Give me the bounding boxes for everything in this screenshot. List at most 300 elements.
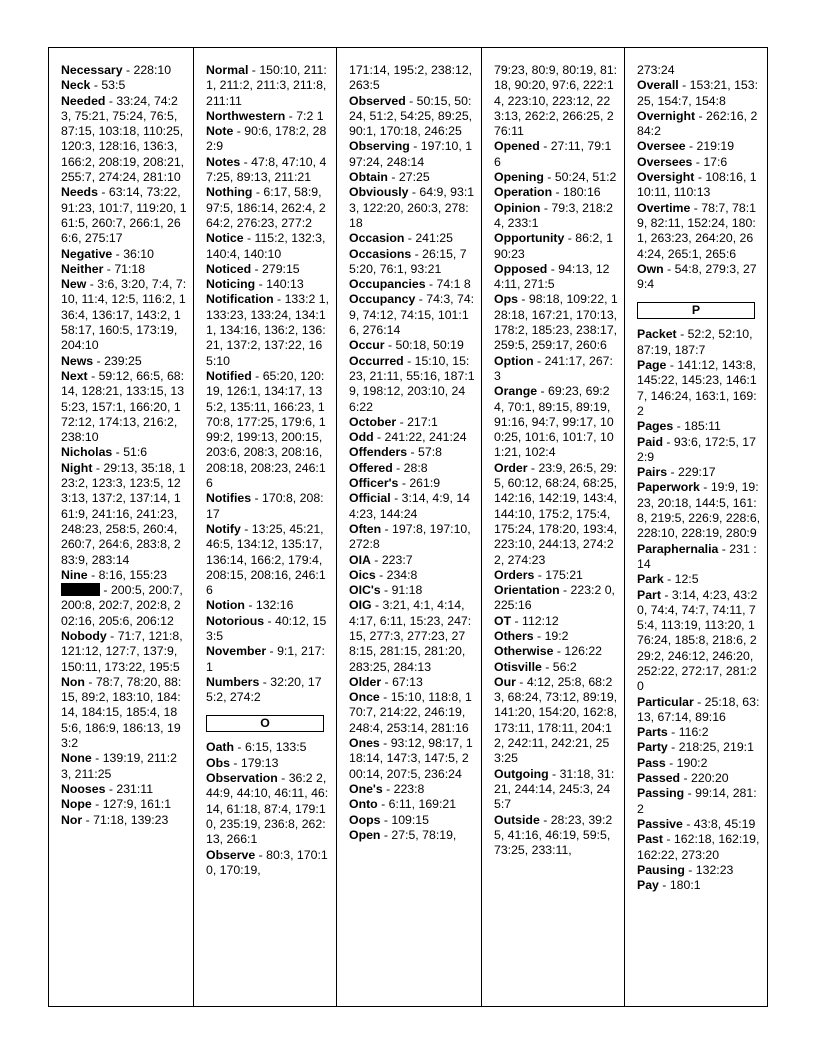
index-term: Nooses bbox=[61, 781, 106, 796]
page-line-refs: 27:5, 78:19, bbox=[391, 827, 457, 842]
index-entry: Notifies - 170:8, 208:17 bbox=[206, 491, 324, 521]
index-column-2 bbox=[193, 48, 336, 1006]
index-entry: Pausing - 132:23 bbox=[637, 862, 734, 877]
index-entry: Opinion - 79:3, 218:24, 233:1 bbox=[494, 200, 613, 230]
index-entry: Nor - 71:18, 139:23 bbox=[61, 812, 169, 827]
index-entry: Offenders - 57:8 bbox=[349, 445, 442, 460]
page-line-refs: 220:20 bbox=[691, 771, 729, 786]
page-line-refs: 219:19 bbox=[696, 139, 735, 154]
index-entry bbox=[494, 63, 618, 139]
index-term: Orders bbox=[494, 567, 535, 582]
index-entry: Overtime - 78:7, 78:19, 82:11, 152:24, 180:1, 263:23, 264:20, 264:24, 265:1, 265:6 bbox=[637, 200, 756, 261]
index-term: Onto bbox=[349, 797, 378, 812]
index-term: Observed bbox=[349, 93, 406, 108]
page-line-refs: 133:2 1, 133:23, 133:24, 134:11, 134:16, 136:2, 136:21, 137:2, 137:22, 165:10 bbox=[206, 292, 330, 368]
index-term: Obs bbox=[206, 755, 230, 770]
index-term: Nor bbox=[61, 812, 83, 827]
page-line-refs: 197:10, 197:24, 248:14 bbox=[349, 139, 473, 169]
index-entry: Notes - 47:8, 47:10, 47:25, 89:13, 211:21 bbox=[206, 154, 327, 185]
index-term: Pay bbox=[637, 878, 659, 893]
index-entry: Nope - 127:9, 161:1 bbox=[61, 797, 172, 812]
page-line-refs: 91:18 bbox=[391, 583, 423, 598]
index-term: Nope bbox=[61, 797, 92, 812]
page-line-refs: 126:22 bbox=[564, 644, 603, 659]
index-term: OIA bbox=[349, 552, 371, 567]
index-entry: Night - 29:13, 35:18, 123:2, 123:3, 123:5, 123:13, 137:2, 137:14, 161:9, 241:16, 241:23, 248:23, 258:5, 260:4, 260:7, 264:6, 283:8, 283:9, 283:14 bbox=[61, 460, 186, 567]
page-line-refs: 162:18, 162:19, 162:22, 273:20 bbox=[637, 832, 760, 862]
index-term: Observation bbox=[206, 771, 278, 786]
index-entry: Notion - 132:16 bbox=[206, 598, 294, 613]
index-entry: Notification - 133:2 1, 133:23, 133:24, 134:11, 134:16, 136:2, 136:21, 137:2, 137:22, 165:10 bbox=[206, 292, 330, 368]
index-term: Nicholas bbox=[61, 445, 113, 460]
index-term: Paperwork bbox=[637, 480, 700, 495]
index-term: Notification bbox=[206, 292, 274, 307]
index-term: Non bbox=[61, 674, 85, 689]
index-entry: Option - 241:17, 267:3 bbox=[494, 353, 613, 383]
index-term: One's bbox=[349, 781, 383, 796]
index-term: Passing bbox=[637, 786, 685, 801]
index-term: October bbox=[349, 414, 397, 429]
page-line-refs: 78:7, 78:19, 82:11, 152:24, 180:1, 263:23, 264:20, 264:24, 265:1, 265:6 bbox=[637, 200, 756, 261]
page-line-refs: 43:8, 45:19 bbox=[693, 816, 756, 831]
page-line-refs: 23:9, 26:5, 29:5, 60:12, 68:24, 68:25, 142:16, 142:19, 143:4, 144:10, 175:2, 175:4, 175:24, 178:20, 193:4, 223:10, 244:13, 274:22, 274:23 bbox=[494, 460, 618, 567]
page-line-refs: 231:11 bbox=[116, 781, 154, 796]
index-entry: Obtain - 27:25 bbox=[349, 170, 430, 185]
page-line-refs: 3:14, 4:9, 144:23, 144:24 bbox=[349, 491, 470, 521]
index-entry: OIG - 3:21, 4:1, 4:14, 4:17, 6:11, 15:23, 247:15, 277:3, 277:23, 278:15, 281:15, 281:20, 283:25, 284:13 bbox=[349, 598, 472, 674]
index-term: Observe bbox=[206, 847, 256, 862]
page-line-refs: 98:18, 109:22, 128:18, 167:21, 170:13, 178:2, 185:23, 238:17, 259:5, 259:17, 260:6 bbox=[494, 292, 618, 353]
index-entry: Notice - 115:2, 132:3, 140:4, 140:10 bbox=[206, 231, 326, 261]
page-line-refs: 4:12, 25:8, 68:23, 68:24, 73:12, 89:19, 141:20, 154:20, 162:8, 173:11, 178:11, 204:12, 242:11, 242:21, 253:25 bbox=[494, 674, 618, 766]
index-entry: Obviously - 64:9, 93:13, 122:20, 260:3, 278:18 bbox=[349, 185, 475, 230]
index-term: Past bbox=[637, 832, 663, 847]
index-entry: Occur - 50:18, 50:19 bbox=[349, 338, 464, 353]
index-term: Oath bbox=[206, 740, 235, 755]
index-term: Occasion bbox=[349, 231, 405, 246]
index-term: Offenders bbox=[349, 445, 408, 460]
index-term: Numbers bbox=[206, 674, 260, 689]
index-entry: Onto - 6:11, 169:21 bbox=[349, 797, 457, 812]
index-term: Notified bbox=[206, 368, 252, 383]
index-entry: Northwestern - 7:2 1 bbox=[206, 108, 324, 123]
index-column-1 bbox=[49, 48, 193, 1006]
index-entry: Noticing - 140:13 bbox=[206, 277, 304, 292]
index-term: Opinion bbox=[494, 200, 541, 215]
index-entry: Parts - 116:2 bbox=[637, 725, 709, 740]
index-entry: Part - 3:14, 4:23, 43:20, 74:4, 74:7, 74:11, 75:4, 113:19, 113:20, 176:24, 185:8, 218:6, 229:2, 246:12, 246:20, 252:22, 272:17, 281:20 bbox=[637, 587, 758, 694]
index-term: OT bbox=[494, 613, 512, 628]
page-line-refs: 241:17, 267:3 bbox=[494, 353, 613, 383]
page-line-refs: 6:17, 58:9, 97:5, 186:14, 262:4, 264:2, 276:23, 277:2 bbox=[206, 185, 326, 230]
page-line-refs: 27:25 bbox=[398, 170, 430, 185]
page-line-refs: 56:2 bbox=[552, 659, 577, 674]
page-line-refs: 273:24 bbox=[637, 63, 675, 77]
page-line-refs: 19:2 bbox=[544, 628, 569, 643]
page-line-refs: 31:18, 31:21, 244:14, 245:3, 245:7 bbox=[494, 766, 615, 812]
index-entry: Oversees - 17:6 bbox=[637, 154, 728, 169]
page-line-refs: 53:5 bbox=[101, 78, 126, 93]
index-entry: Passed - 220:20 bbox=[637, 771, 729, 786]
index-term: Open bbox=[349, 827, 381, 842]
index-entry: Passing - 99:14, 281:2 bbox=[637, 786, 757, 816]
page-line-refs: 13:25, 45:21, 46:5, 134:12, 135:17, 136:14, 166:2, 179:4, 208:15, 208:16, 246:16 bbox=[206, 521, 326, 598]
page-line-refs: 132:16 bbox=[255, 598, 294, 613]
page-line-refs: 231 :14 bbox=[637, 541, 757, 571]
index-term: Occurred bbox=[349, 353, 404, 368]
index-entry: Oversee - 219:19 bbox=[637, 139, 735, 154]
page-line-refs: 223:7 bbox=[381, 552, 413, 567]
index-entry: Often - 197:8, 197:10, 272:8 bbox=[349, 521, 471, 552]
index-term: Occupancy bbox=[349, 292, 416, 307]
index-term: Needs bbox=[61, 185, 98, 200]
index-term: Oversees bbox=[637, 154, 693, 169]
page-line-refs: 74:3, 74:9, 74:12, 74:15, 101:16, 276:14 bbox=[349, 292, 475, 338]
index-term: Page bbox=[637, 358, 667, 373]
index-term: OIC's bbox=[349, 583, 381, 598]
index-entry: Nobody - 71:7, 121:8, 121:12, 127:7, 137:9, 150:11, 173:22, 195:5 bbox=[61, 628, 183, 674]
page-line-refs: 109:15 bbox=[391, 812, 429, 827]
index-term: Pass bbox=[637, 755, 666, 770]
index-term: Opened bbox=[494, 139, 540, 154]
index-entry: Offered - 28:8 bbox=[349, 460, 428, 475]
index-term: Order bbox=[494, 460, 528, 475]
index-term: Pausing bbox=[637, 862, 685, 877]
index-entry: Notify - 13:25, 45:21, 46:5, 134:12, 135:17, 136:14, 166:2, 179:4, 208:15, 208:16, 246:16 bbox=[206, 521, 326, 598]
index-entry: Pairs - 229:17 bbox=[637, 465, 716, 480]
index-entry: Paid - 93:6, 172:5, 172:9 bbox=[637, 434, 756, 464]
page-line-refs: 78:7, 78:20, 88:15, 89:2, 183:10, 184:14, 184:15, 185:4, 185:6, 186:9, 186:13, 193:2 bbox=[61, 674, 182, 751]
page-line-refs: 67:13 bbox=[392, 674, 423, 689]
index-entry: Next - 59:12, 66:5, 68:14, 128:21, 133:15, 135:23, 157:1, 166:20, 172:12, 174:13, 216:2, 238:10 bbox=[61, 368, 185, 445]
index-entry: Necessary - 228:10 bbox=[61, 63, 172, 77]
page-line-refs: 261:9 bbox=[409, 476, 441, 491]
index-entry: Opportunity - 86:2, 190:23 bbox=[494, 231, 613, 261]
index-term: Notorious bbox=[206, 613, 265, 628]
index-term: Packet bbox=[637, 327, 677, 342]
index-entry: Oversight - 108:16, 110:11, 110:13 bbox=[637, 170, 757, 200]
index-term: Ones bbox=[349, 736, 380, 751]
index-term: New bbox=[61, 277, 87, 292]
index-entry: Notorious - 40:12, 153:5 bbox=[206, 613, 327, 643]
page-line-refs: 127:9, 161:1 bbox=[102, 797, 172, 812]
page-line-refs: 40:12, 153:5 bbox=[206, 613, 327, 643]
index-term: Own bbox=[637, 261, 664, 276]
index-entry: Packet - 52:2, 52:10, 87:19, 187:7 bbox=[637, 327, 753, 357]
index-entry: Overnight - 262:16, 284:2 bbox=[637, 108, 758, 139]
index-entry: Normal - 150:10, 211:1, 211:2, 211:3, 211:8, 211:11 bbox=[206, 63, 327, 108]
index-term: Nobody bbox=[61, 628, 107, 643]
index-term: Normal bbox=[206, 63, 249, 77]
page-line-refs: 6:15, 133:5 bbox=[244, 740, 307, 755]
index-entry: OIC's - 91:18 bbox=[349, 583, 423, 598]
index-entry: Others - 19:2 bbox=[494, 628, 569, 643]
page-line-refs: 229:17 bbox=[678, 465, 716, 480]
index-entry: Observation - 36:2 2, 44:9, 44:10, 46:11, 46:14, 61:18, 87:4, 179:10, 235:19, 236:8, 262:13, 266:1 bbox=[206, 771, 329, 847]
index-term: Oics bbox=[349, 567, 376, 582]
page-line-refs: 200:5, 200:7, 200:8, 202:7, 202:8, 202:16, 205:6, 206:12 bbox=[61, 583, 183, 628]
page-line-refs: 115:2, 132:3, 140:4, 140:10 bbox=[206, 231, 326, 261]
page-line-refs: 50:18, 50:19 bbox=[395, 338, 464, 353]
index-term: Northwestern bbox=[206, 108, 286, 123]
index-entry bbox=[349, 63, 475, 94]
index-term: Pages bbox=[637, 419, 674, 434]
page-line-refs: 239:25 bbox=[104, 353, 142, 368]
index-entry: Observed - 50:15, 50:24, 51:2, 54:25, 89:25, 90:1, 170:18, 246:25 bbox=[349, 93, 473, 139]
index-entry: Otisville - 56:2 bbox=[494, 659, 577, 674]
index-entry: Observe - 80:3, 170:10, 170:19, bbox=[206, 847, 328, 877]
index-term: Overtime bbox=[637, 200, 691, 215]
page-line-refs: 15:10, 118:8, 170:7, 214:22, 246:19, 248:4, 253:14, 281:16 bbox=[349, 690, 472, 735]
page-line-refs: 90:6, 178:2, 282:9 bbox=[206, 124, 327, 154]
index-term: Occupancies bbox=[349, 277, 426, 292]
index-term: Otherwise bbox=[494, 644, 554, 659]
index-term: Once bbox=[349, 690, 380, 705]
index-entry: Noticed - 279:15 bbox=[206, 261, 300, 276]
index-entry: OIA - 223:7 bbox=[349, 552, 413, 567]
index-entry: Nine - 8:16, 155:23 bbox=[61, 567, 167, 582]
index-entry: Outside - 28:23, 39:25, 41:16, 46:19, 59:5, 73:25, 233:11, bbox=[494, 812, 613, 858]
page-line-refs: 64:9, 93:13, 122:20, 260:3, 278:18 bbox=[349, 185, 475, 230]
index-entry: Notified - 65:20, 120:19, 126:1, 134:17, 135:2, 135:11, 166:23, 170:8, 177:25, 179:6, 199:2, 199:13, 200:15, 203:6, 208:3, 208:16, 208:18, 208:23, 246:16 bbox=[206, 368, 326, 491]
page-line-refs: 175:21 bbox=[545, 567, 583, 582]
page-line-refs: 86:2, 190:23 bbox=[494, 231, 613, 261]
index-entry: Past - 162:18, 162:19, 162:22, 273:20 bbox=[637, 832, 760, 862]
page-line-refs: 17:6 bbox=[703, 154, 728, 169]
page-line-refs: 218:25, 219:1 bbox=[678, 740, 754, 755]
index-term: Odd bbox=[349, 430, 374, 445]
index-page-frame bbox=[48, 47, 768, 1007]
index-entry: Needs - 63:14, 73:22, 91:23, 101:7, 119:20, 161:5, 260:7, 266:1, 266:6, 275:17 bbox=[61, 185, 187, 246]
index-term: Neck bbox=[61, 78, 91, 93]
index-term: Notes bbox=[206, 154, 241, 169]
index-term: Oversight bbox=[637, 170, 695, 185]
page-line-refs: 36:2 2, 44:9, 44:10, 46:11, 46:14, 61:18, 87:4, 179:10, 235:19, 236:8, 262:13, 266:1 bbox=[206, 771, 329, 847]
index-entry: Oath - 6:15, 133:5 bbox=[206, 740, 307, 755]
index-entry: Particular - 25:18, 63:13, 67:14, 89:16 bbox=[637, 694, 760, 724]
index-entry: Party - 218:25, 219:1 bbox=[637, 740, 754, 755]
page-line-refs: 234:8 bbox=[386, 567, 418, 582]
index-entry: Paperwork - 19:9, 19:23, 20:18, 144:5, 161:8, 219:5, 226:9, 228:6, 228:10, 228:19, 280:9 bbox=[637, 480, 761, 541]
index-entry: Operation - 180:16 bbox=[494, 185, 601, 200]
index-term: Paid bbox=[637, 434, 663, 449]
index-entry: Pay - 180:1 bbox=[637, 878, 701, 893]
index-term: Observing bbox=[349, 139, 410, 154]
page-line-refs: 50:24, 51:2 bbox=[554, 170, 617, 185]
page-line-refs: 51:6 bbox=[123, 445, 148, 460]
index-term: Occur bbox=[349, 338, 385, 353]
index-entry: Occupancies - 74:1 8 bbox=[349, 277, 471, 292]
index-term: Notifies bbox=[206, 491, 252, 506]
index-entry: Opening - 50:24, 51:2 bbox=[494, 170, 617, 185]
index-term: Outgoing bbox=[494, 766, 549, 781]
index-entry: Note - 90:6, 178:2, 282:9 bbox=[206, 124, 327, 154]
page-line-refs: 63:14, 73:22, 91:23, 101:7, 119:20, 161:5, 260:7, 266:1, 266:6, 275:17 bbox=[61, 185, 187, 246]
index-term: Otisville bbox=[494, 659, 542, 674]
index-term: Negative bbox=[61, 246, 113, 261]
index-term: Night bbox=[61, 460, 93, 475]
index-term: Nine bbox=[61, 567, 88, 582]
index-entry: Obs - 179:13 bbox=[206, 755, 279, 770]
index-entry: Park - 12:5 bbox=[637, 572, 699, 587]
index-entry: Orientation - 223:2 0, 225:16 bbox=[494, 583, 615, 613]
page-line-refs: 71:18, 139:23 bbox=[93, 812, 169, 827]
page-line-refs: 6:11, 169:21 bbox=[388, 797, 457, 812]
section-header: P bbox=[637, 302, 755, 319]
index-term: Neither bbox=[61, 261, 104, 276]
index-entry: Nooses - 231:11 bbox=[61, 781, 154, 796]
index-entry: Neck - 53:5 bbox=[61, 78, 126, 93]
page-line-refs: 228:10 bbox=[133, 63, 172, 77]
index-entry: Numbers - 32:20, 175:2, 274:2 bbox=[206, 674, 322, 705]
page-line-refs: 36:10 bbox=[123, 246, 154, 261]
page-line-refs: 99:14, 281:2 bbox=[637, 786, 757, 816]
index-entry: Officer's - 261:9 bbox=[349, 476, 441, 491]
index-entry: Neither - 71:18 bbox=[61, 261, 146, 276]
index-entry: Ops - 98:18, 109:22, 128:18, 167:21, 170:13, 178:2, 185:23, 238:17, 259:5, 259:17, 260:6 bbox=[494, 292, 618, 353]
index-entry: Overall - 153:21, 153:25, 154:7, 154:8 bbox=[637, 78, 759, 108]
index-term: Often bbox=[349, 521, 382, 536]
index-term: Notify bbox=[206, 521, 241, 536]
index-column-5 bbox=[624, 48, 767, 1006]
index-entry: Ones - 93:12, 98:17, 118:14, 147:3, 147:5, 200:14, 207:5, 236:24 bbox=[349, 736, 473, 781]
index-term: Obtain bbox=[349, 170, 388, 185]
index-entry: Otherwise - 126:22 bbox=[494, 644, 603, 659]
page-line-refs: 28:23, 39:25, 41:16, 46:19, 59:5, 73:25, 233:11, bbox=[494, 812, 613, 858]
index-term: None bbox=[61, 751, 92, 766]
index-entry: Odd - 241:22, 241:24 bbox=[349, 430, 467, 445]
page-line-refs: 3:14, 4:23, 43:20, 74:4, 74:7, 74:11, 75:4, 113:19, 113:20, 176:24, 185:8, 218:6, 229:2, 246:12, 246:20, 252:22, 272:17, 281:20 bbox=[637, 587, 758, 694]
index-term: Note bbox=[206, 124, 234, 139]
page-line-refs: 80:3, 170:10, 170:19, bbox=[206, 847, 328, 877]
index-entry: Opened - 27:11, 79:16 bbox=[494, 139, 612, 169]
index-term: Official bbox=[349, 491, 391, 506]
index-entry: Nicholas - 51:6 bbox=[61, 445, 148, 460]
index-entry: New - 3:6, 3:20, 7:4, 7:10, 11:4, 12:5, 116:2, 136:4, 136:17, 143:2, 158:17, 160:5, 173:19, 204:10 bbox=[61, 277, 187, 353]
page-line-refs: 185:11 bbox=[684, 419, 721, 434]
index-term: News bbox=[61, 353, 94, 368]
index-term: Pairs bbox=[637, 465, 668, 480]
page-line-refs: 71:18 bbox=[114, 261, 146, 276]
page-line-refs: 279:15 bbox=[262, 261, 300, 276]
page-line-refs: 19:9, 19:23, 20:18, 144:5, 161:8, 219:5, 226:9, 228:6, 228:10, 228:19, 280:9 bbox=[637, 480, 761, 541]
page-line-refs: 94:13, 124:11, 271:5 bbox=[494, 261, 610, 292]
index-term: Next bbox=[61, 368, 88, 383]
index-term: Operation bbox=[494, 185, 553, 200]
index-entry: OT - 112:12 bbox=[494, 613, 559, 628]
index-entry: News - 239:25 bbox=[61, 353, 142, 368]
page-line-refs: 8:16, 155:23 bbox=[98, 567, 167, 582]
page-line-refs: 223:2 0, 225:16 bbox=[494, 583, 615, 613]
index-term: Parts bbox=[637, 725, 668, 740]
page-line-refs: 170:8, 208:17 bbox=[206, 491, 324, 521]
page-line-refs: 32:20, 175:2, 274:2 bbox=[206, 674, 322, 705]
index-term: Particular bbox=[637, 694, 694, 709]
index-term: Offered bbox=[349, 460, 393, 475]
index-term: OIG bbox=[349, 598, 372, 613]
page-line-refs: 223:8 bbox=[393, 781, 425, 796]
page-line-refs: 241:25 bbox=[415, 231, 453, 246]
index-term: Notice bbox=[206, 231, 244, 246]
index-term: Passive bbox=[637, 816, 683, 831]
index-entry: Once - 15:10, 118:8, 170:7, 214:22, 246:19, 248:4, 253:14, 281:16 bbox=[349, 690, 472, 735]
index-entry: Outgoing - 31:18, 31:21, 244:14, 245:3, 245:7 bbox=[494, 766, 615, 812]
page-line-refs: 93:6, 172:5, 172:9 bbox=[637, 434, 756, 464]
index-term: Nothing bbox=[206, 185, 253, 200]
page-line-refs: 9:1, 217:1 bbox=[206, 644, 325, 674]
index-term: Opposed bbox=[494, 261, 548, 276]
index-term: Park bbox=[637, 572, 664, 587]
index-entry: Older - 67:13 bbox=[349, 674, 423, 689]
index-term: November bbox=[206, 644, 267, 659]
page-line-refs: 139:19, 211:23, 211:25 bbox=[61, 751, 177, 781]
index-entry: Passive - 43:8, 45:19 bbox=[637, 816, 756, 831]
page-line-refs: 108:16, 110:11, 110:13 bbox=[637, 170, 757, 200]
index-term: Occasions bbox=[349, 246, 412, 261]
page-line-refs: 150:10, 211:1, 211:2, 211:3, 211:8, 211:11 bbox=[206, 63, 327, 108]
index-term: Orange bbox=[494, 384, 538, 399]
index-entry: Occurred - 15:10, 15:23, 21:11, 55:16, 187:19, 198:12, 203:10, 246:22 bbox=[349, 353, 475, 414]
index-column-4 bbox=[481, 48, 624, 1006]
index-entry: Orders - 175:21 bbox=[494, 567, 583, 582]
index-term: Obviously bbox=[349, 185, 409, 200]
page-line-refs: 171:14, 195:2, 238:12, 263:5 bbox=[349, 63, 473, 93]
page-line-refs: 153:21, 153:25, 154:7, 154:8 bbox=[637, 78, 759, 108]
page-line-refs: 179:13 bbox=[240, 755, 279, 770]
index-term: Needed bbox=[61, 93, 106, 108]
page-line-refs: 116:2 bbox=[678, 725, 709, 740]
page-line-refs: 112:12 bbox=[522, 613, 559, 628]
index-entry: Oics - 234:8 bbox=[349, 567, 418, 582]
index-entry bbox=[637, 63, 761, 78]
index-term: Oversee bbox=[637, 139, 686, 154]
page-line-refs: 180:1 bbox=[669, 878, 701, 893]
page-line-refs: 15:10, 15:23, 21:11, 55:16, 187:19, 198:12, 203:10, 246:22 bbox=[349, 353, 475, 414]
page-line-refs: 190:2 bbox=[676, 755, 708, 770]
page-line-refs: 3:6, 3:20, 7:4, 7:10, 11:4, 12:5, 116:2, 136:4, 136:17, 143:2, 158:17, 160:5, 173:19, 204:10 bbox=[61, 277, 187, 353]
index-term: Older bbox=[349, 674, 382, 689]
page-line-refs: 57:8 bbox=[418, 445, 442, 460]
index-entry: Non - 78:7, 78:20, 88:15, 89:2, 183:10, 184:14, 184:15, 185:4, 185:6, 186:9, 186:13, 193:2 bbox=[61, 674, 182, 751]
index-term: Ops bbox=[494, 292, 518, 307]
page-line-refs: 52:2, 52:10, 87:19, 187:7 bbox=[637, 327, 753, 357]
index-entry: Needed - 33:24, 74:23, 75:21, 75:24, 76:5, 87:15, 103:18, 110:25, 120:3, 128:16, 136:3, 166:2, 208:19, 208:21, 255:7, 274:24, 281:10 bbox=[61, 93, 185, 185]
index-term: Notion bbox=[206, 598, 245, 613]
index-term: Party bbox=[637, 740, 668, 755]
index-term: Passed bbox=[637, 771, 681, 786]
page-line-refs: 59:12, 66:5, 68:14, 128:21, 133:15, 135:23, 157:1, 166:20, 172:12, 174:13, 216:2, 238:10 bbox=[61, 368, 185, 445]
index-entry: Opposed - 94:13, 124:11, 271:5 bbox=[494, 261, 610, 292]
index-term: Officer's bbox=[349, 476, 399, 491]
index-term: Noticing bbox=[206, 277, 256, 292]
index-term: Outside bbox=[494, 812, 540, 827]
index-entry: Own - 54:8, 279:3, 279:4 bbox=[637, 261, 757, 292]
index-term: Opening bbox=[494, 170, 544, 185]
index-term: Noticed bbox=[206, 261, 252, 276]
index-entry: Pass - 190:2 bbox=[637, 755, 708, 770]
page-line-refs: 28:8 bbox=[403, 460, 428, 475]
page-line-refs: 180:16 bbox=[563, 185, 601, 200]
index-entry: Order - 23:9, 26:5, 29:5, 60:12, 68:24, 68:25, 142:16, 142:19, 143:4, 144:10, 175:2, 175:4, 175:24, 178:20, 193:4, 223:10, 244:13, 274:22, 274:23 bbox=[494, 460, 618, 567]
page-line-refs: 7:2 1 bbox=[296, 108, 324, 123]
index-term: Others bbox=[494, 628, 534, 643]
index-entry: None - 139:19, 211:23, 211:25 bbox=[61, 751, 177, 781]
index-entry: Orange - 69:23, 69:24, 70:1, 89:15, 89:19, 91:16, 94:7, 99:17, 100:25, 101:6, 101:7, 101:21, 102:4 bbox=[494, 384, 614, 460]
page-line-refs: 241:22, 241:24 bbox=[384, 430, 467, 445]
page-line-refs: 65:20, 120:19, 126:1, 134:17, 135:2, 135:11, 166:23, 170:8, 177:25, 179:6, 199:2, 199:13, 200:15, 203:6, 208:3, 208:16, 208:18, 208:23, 246:16 bbox=[206, 368, 326, 491]
index-entry: Paraphernalia - 231 :14 bbox=[637, 541, 757, 571]
index-term: Orientation bbox=[494, 583, 560, 598]
